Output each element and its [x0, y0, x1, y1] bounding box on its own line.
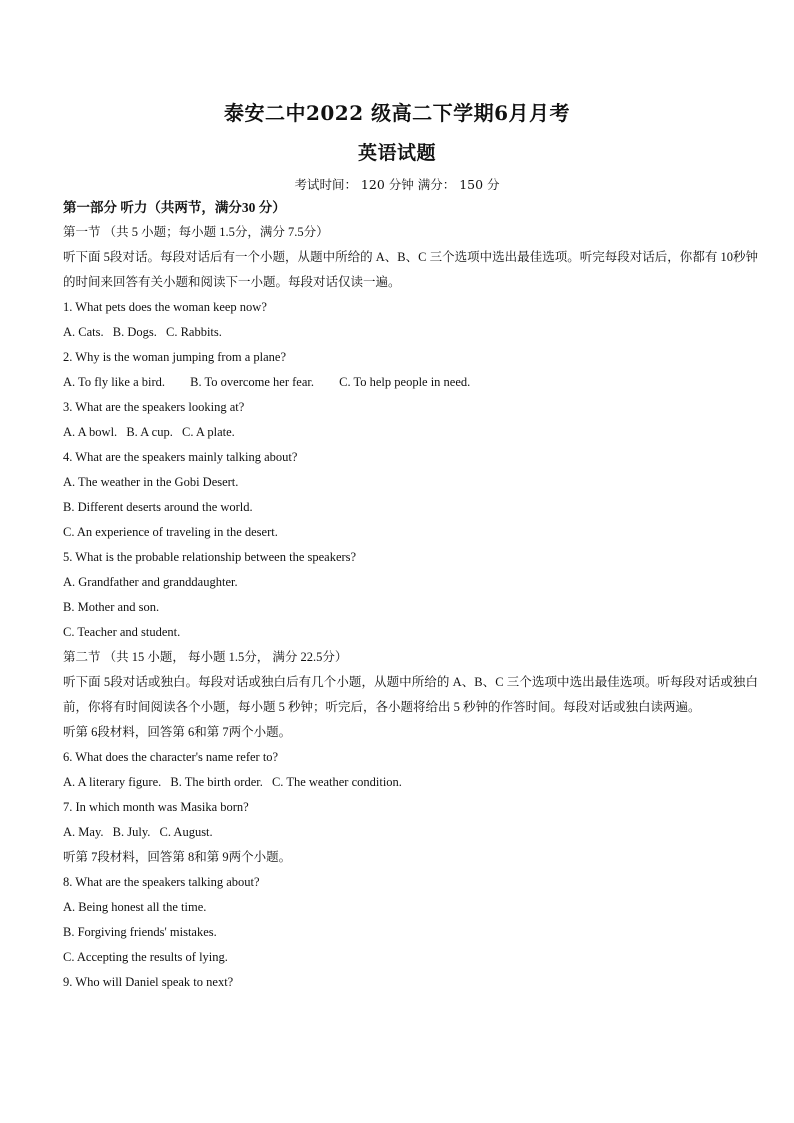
option: B. July. [112, 825, 151, 839]
option: B. Dogs. [112, 325, 157, 339]
option: B. To overcome her fear. [190, 375, 314, 389]
option: B. Mother and son. [63, 600, 160, 614]
option: A. The weather in the Gobi Desert. [63, 475, 239, 489]
section-instructions: 听下面 5段对话或独白。每段对话或独白后有几个小题，从题中所给的 A、B、C 三个选项中选出最佳选项。听每段对话或独白前，你将有时间阅读各个小题，每小题 5 秒钟；听完后，各小题将给出 5 秒钟的作答时间。每段对话或独白读两遍。 [63, 675, 758, 714]
exam-info: 考试时间： 120 分钟 满分： 150 分 [294, 177, 500, 192]
part-heading: 第一部分 听力（共两节，满分30 分） [63, 200, 286, 215]
question-options [63, 320, 758, 345]
option: A. A bowl. [63, 425, 118, 439]
exam-title: 泰安二中2022 级高二下学期6月月考 [223, 101, 571, 125]
question-options [63, 370, 758, 395]
question-options [63, 420, 758, 445]
question-stem: 3. What are the speakers looking at? [63, 400, 245, 414]
option: C. An experience of traveling in the desert. [63, 525, 278, 539]
option: C. August. [159, 825, 213, 839]
option: C. To help people in need. [339, 375, 471, 389]
question-stem: 7. In which month was Masika born? [63, 800, 249, 814]
exam-body [63, 195, 758, 995]
option: A. Being honest all the time. [63, 900, 207, 914]
option: C. Teacher and student. [63, 625, 181, 639]
option: C. A plate. [181, 425, 235, 439]
question-stem: 6. What does the character's name refer to? [63, 750, 279, 764]
option: B. Forgiving friends' mistakes. [63, 925, 217, 939]
option: B. Different deserts around the world. [63, 500, 253, 514]
material-note: 听第 6段材料，回答第 6和第 7两个小题。 [63, 725, 292, 739]
option: A. May. [63, 825, 104, 839]
question-options [63, 770, 758, 795]
question-stem: 9. Who will Daniel speak to next? [63, 975, 234, 989]
option: A. To fly like a bird. [63, 375, 166, 389]
option: B. The birth order. [170, 775, 263, 789]
option: C. Rabbits. [165, 325, 222, 339]
exam-subtitle: 英语试题 [357, 142, 436, 164]
question-options [63, 820, 758, 845]
option: B. A cup. [126, 425, 173, 439]
section-instructions: 听下面 5段对话。每段对话后有一个小题，从题中所给的 A、B、C 三个选项中选出最佳选项。听完每段对话后，你都有 10秒钟的时间来回答有关小题和阅读下一小题。每段对话仅读一遍。 [63, 250, 758, 289]
option: A. Grandfather and granddaughter. [63, 575, 238, 589]
option: A. A literary figure. [63, 775, 162, 789]
option: A. Cats. [63, 325, 104, 339]
question-stem: 8. What are the speakers talking about? [63, 875, 260, 889]
question-stem: 1. What pets does the woman keep now? [63, 300, 267, 314]
section-heading: 第一节 （共 5 小题；每小题 1.5分，满分 7.5分） [63, 225, 329, 239]
option: C. Accepting the results of lying. [63, 950, 228, 964]
question-stem: 2. Why is the woman jumping from a plane? [63, 350, 286, 364]
question-stem: 5. What is the probable relationship between the speakers? [63, 550, 357, 564]
option: C. The weather condition. [271, 775, 402, 789]
question-stem: 4. What are the speakers mainly talking about? [63, 450, 298, 464]
material-note: 听第 7段材料，回答第 8和第 9两个小题。 [63, 850, 292, 864]
section-heading: 第二节 （共 15 小题， 每小题 1.5分， 满分 22.5分） [63, 650, 348, 664]
